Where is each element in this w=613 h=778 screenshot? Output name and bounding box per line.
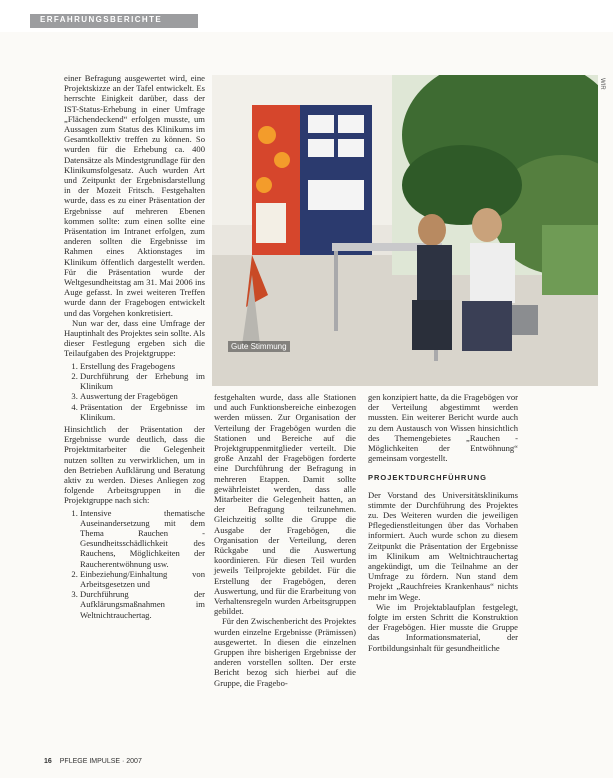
photo-illustration [212,75,598,386]
list-item: 4. Präsentation der Ergebnisse im Klinikum. [80,402,205,422]
header-banner [0,0,613,32]
text-column-3 [368,392,518,653]
section-label: ERFAHRUNGSBERICHTE [40,15,163,24]
event-photo [212,75,598,386]
side-tab [599,78,609,126]
paragraph: gen konzipiert hatte, da die Fragebögen vor der Verteilung abgestimmt werden mussten. Ein weiterer Bericht wurde auch zu dem Austausch von Wissen hinsichtlich des Themengebietes „Rauchen - Möglichkeiten der Entwöhnung“ gemeinsam vorgestellt. [368,392,518,464]
list-item: 1. Erstellung des Fragebogens [80,361,205,371]
paragraph: Wie im Projektablaufplan festgelegt, folgte im ersten Schritt die Konstruktion der Fragebögen. Hier musste die Gruppe das Informationsmaterial, der Fortbildungsinhalt für gesundheitliche [368,601,518,653]
paragraph: Für den Zwischenbericht des Projektes wurden einzelne Ergebnisse (Prämissen) ausgewertet. In diesen die einzelnen Gruppen ihre bisherigen Ergebnisse der anderen vorstellen sollten. Der erste Bericht bezog sich hierbei auf die Gruppe, die Fragebo- [214,616,356,688]
list-item: 3. Auswertung der Fragebögen [80,391,205,401]
list-item: 1. Intensive thematische Auseinandersetzung mit dem Thema Rauchen - Gesundheitsschädlichkeit des Rauchens, Möglichkeiten der Raucherentwöhnung usw. [80,508,205,569]
page-footer [44,758,142,765]
text-column-1 [64,73,205,622]
paragraph: Der Vorstand des Universitätsklinikums stimmte der Durchführung des Projektes zu. Des Weiteren wurden die jeweiligen Pflegedienstleitungen über das Vorhaben informiert. Auch wurde schon zu diesem Zeitpunkt die Präsentation der Ergebnisse im Klinikum am Weltnichtrauchertag angekündigt, um die Teilnahme an der Umfrage zu fördern. Nun stand dem Projekt „Rauchfreies Krankenhaus“ nichts mehr im Wege. [368,489,518,602]
task-list [64,508,205,620]
paragraph: einer Befragung ausgewertet wird, eine Projektskizze an der Tafel entwickelt. Es herrschte Einigkeit darüber, dass der IST-Status-Erhebung in einer Umfrage „Flächendeckend“ erfolgen musste, um Aussagen zum Status des Klinikums im Gesamtkollektiv treffen zu können. So wurden für die Erhebung ca. 400 Datensätze als Mindestgrundlage für den Klinikumsfolgesatz. Auch wurden Art und Zeitpunkt der Ergebnisdarstellung in der Mozeit Fritsch. Festgehalten wurde, dass es zu einer Präsentation der Ergebnisse auf mehreren Ebenen kommen sollte: zum einen sollte eine Präsentation im Intranet erfolgen, zum anderen sollten die Ergebnisse im Rahmen eines Aktionstages im Klinikum öffentlich dargestellt werden. Für die Präsentation wurde der Weltgesundheitstag am 31. Mai 2006 ins Auge gefasst. In zwei weiteren Treffen wurde dann der Fragebogen entwickelt und das Vorgehen konkretisiert. [64,73,205,318]
list-item: 3. Durchführung der Aufklärungsmaßnahmen im Weltnichtrauchertag. [80,589,205,620]
list-item: 2. Einbeziehung/Einhaltung von Arbeitsgesetzen und [80,569,205,589]
side-tab-label: WIR [599,78,605,90]
publication-name: PFLEGE IMPULSE · 2007 [59,758,142,765]
list-item: 2. Durchführung der Erhebung im Klinikum [80,371,205,391]
task-list [64,361,205,422]
paragraph: Hinsichtlich der Präsentation der Ergebnisse wurde deutlich, dass die Projektmitarbeiter die Gelegenheit nutzen sollten zu verwirklichen, um in den Betrieben Aufklärung und Beratung aktiv zu werden. Dieses Anliegen zog folgende Arbeitsgruppen in die Projektgruppe nach sich: [64,423,205,506]
text-column-2 [214,392,356,688]
photo-caption: Gute Stimmung [228,341,290,352]
paragraph: Nun war der, dass eine Umfrage der Hauptinhalt des Projektes sein sollte. Als dieser Festlegung ergeben sich die Teilaufgaben des Projektgruppe: [64,317,205,359]
page-number: 16 [44,758,52,765]
section-heading: PROJEKTDURCHFÜHRUNG [368,473,488,483]
paragraph: festgehalten wurde, dass alle Stationen und auch Funktionsbereiche einbezogen werden müssen. Zur Organisation der Verteilung der Fragebögen wurden die Stationen und Bereiche auf die Projektgruppenmitglieder verteilt. Die große Anzahl der Fragebögen forderte eine Durchführung der Befragung in mehreren Etappen. Damit sollte gewährleistet werden, dass alle Mitarbeiter die Gelegenheit hatten, an der Befragung teilzunehmen. Gleichzeitig sollte die Gruppe die Ausgabe der Fragebögen, die Organisation der Verteilung, deren Rückgabe und die Auswertung koordinieren. Für diesen Teil wurden jeweils Teilprojekte gebildet. Für die Erstellung der Fragebögen, deren Auswertung, und für die Erarbeitung von Verhaltensregeln wurden Arbeitsgruppen gebildet. [214,392,356,617]
